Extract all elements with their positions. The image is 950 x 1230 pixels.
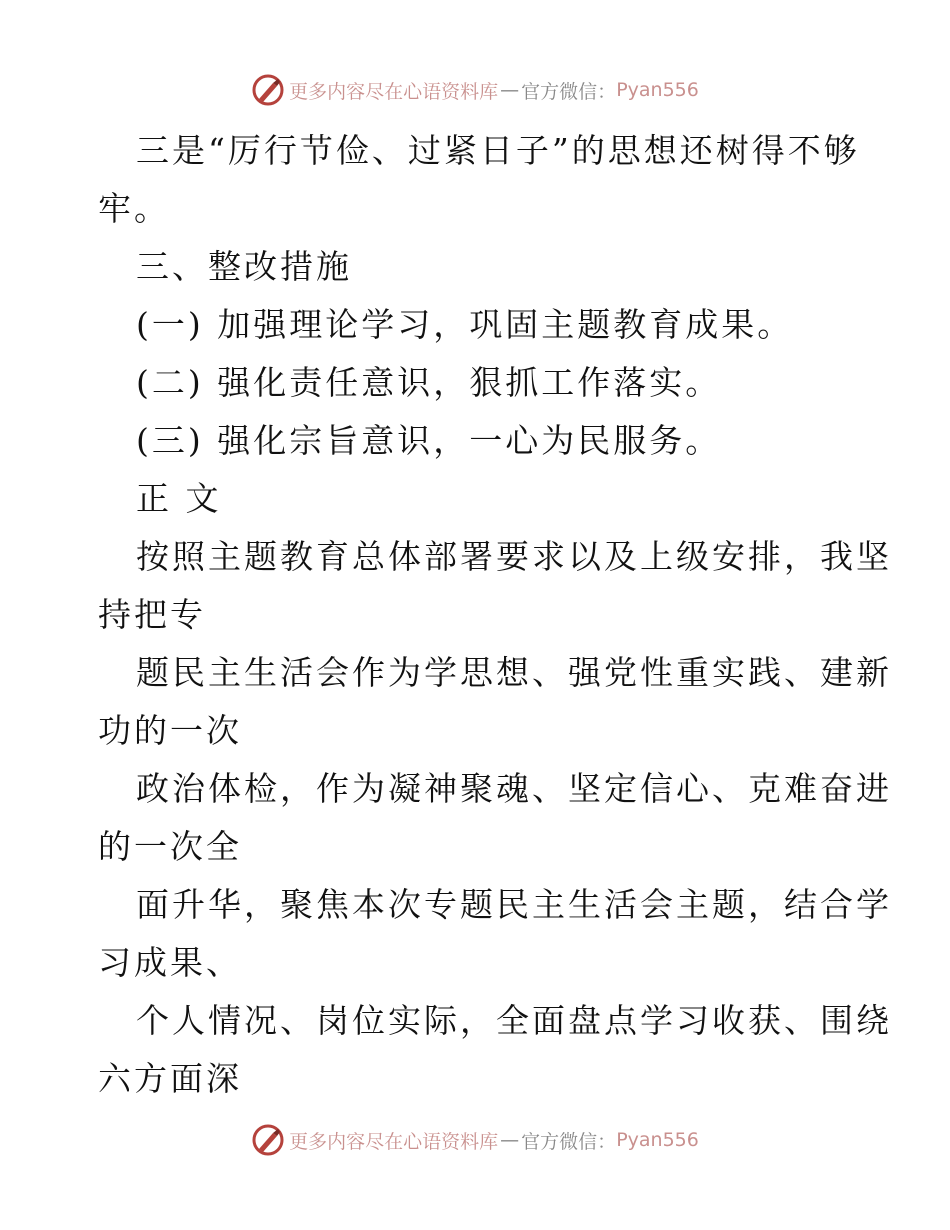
section-heading: 正 文 bbox=[136, 479, 222, 518]
paragraph-line: 按照主题教育总体部署要求以及上级安排，我坚 bbox=[136, 537, 892, 576]
banner-wechat-id: Pyan556 bbox=[616, 79, 699, 101]
header-watermark bbox=[0, 70, 950, 110]
paragraph-line: 的一次全 bbox=[98, 827, 242, 866]
paragraph-line: 面升华，聚焦本次专题民主生活会主题，结合学 bbox=[136, 885, 892, 924]
section-heading: 三、整改措施 bbox=[136, 247, 352, 286]
paragraph-line: 六方面深 bbox=[98, 1059, 242, 1098]
paragraph-line: 题民主生活会作为学思想、强党性重实践、建新 bbox=[136, 653, 892, 692]
banner-text: 更多内容尽在心语资料库 bbox=[289, 1130, 499, 1153]
banner-prefix: 官方微信： bbox=[521, 80, 617, 103]
paragraph-line: 持把专 bbox=[98, 595, 206, 634]
paragraph-line: 三是“厉行节俭、过紧日子”的思想还树得不够 bbox=[136, 131, 860, 170]
banner-prefix: 官方微信： bbox=[521, 1130, 617, 1153]
pen-logo-icon bbox=[251, 73, 285, 107]
paragraph-line: 功的一次 bbox=[98, 711, 242, 750]
pen-logo-icon bbox=[251, 1123, 285, 1157]
list-item: (三) 强化宗旨意识，一心为民服务。 bbox=[136, 421, 722, 460]
paragraph-line: 牢。 bbox=[98, 189, 170, 228]
banner-dash: — bbox=[500, 79, 520, 101]
banner-text: 更多内容尽在心语资料库 bbox=[289, 80, 499, 103]
paragraph-line: 个人情况、岗位实际，全面盘点学习收获、围绕 bbox=[136, 1001, 892, 1040]
banner-dash: — bbox=[500, 1129, 520, 1151]
list-item: (一) 加强理论学习，巩固主题教育成果。 bbox=[136, 305, 794, 344]
document-body bbox=[98, 122, 892, 1108]
paragraph-line: 政治体检，作为凝神聚魂、坚定信心、克难奋进 bbox=[136, 769, 892, 808]
banner-wechat-id: Pyan556 bbox=[616, 1129, 699, 1151]
paragraph-line: 习成果、 bbox=[98, 943, 242, 982]
footer-watermark bbox=[0, 1120, 950, 1160]
list-item: (二) 强化责任意识，狠抓工作落实。 bbox=[136, 363, 722, 402]
